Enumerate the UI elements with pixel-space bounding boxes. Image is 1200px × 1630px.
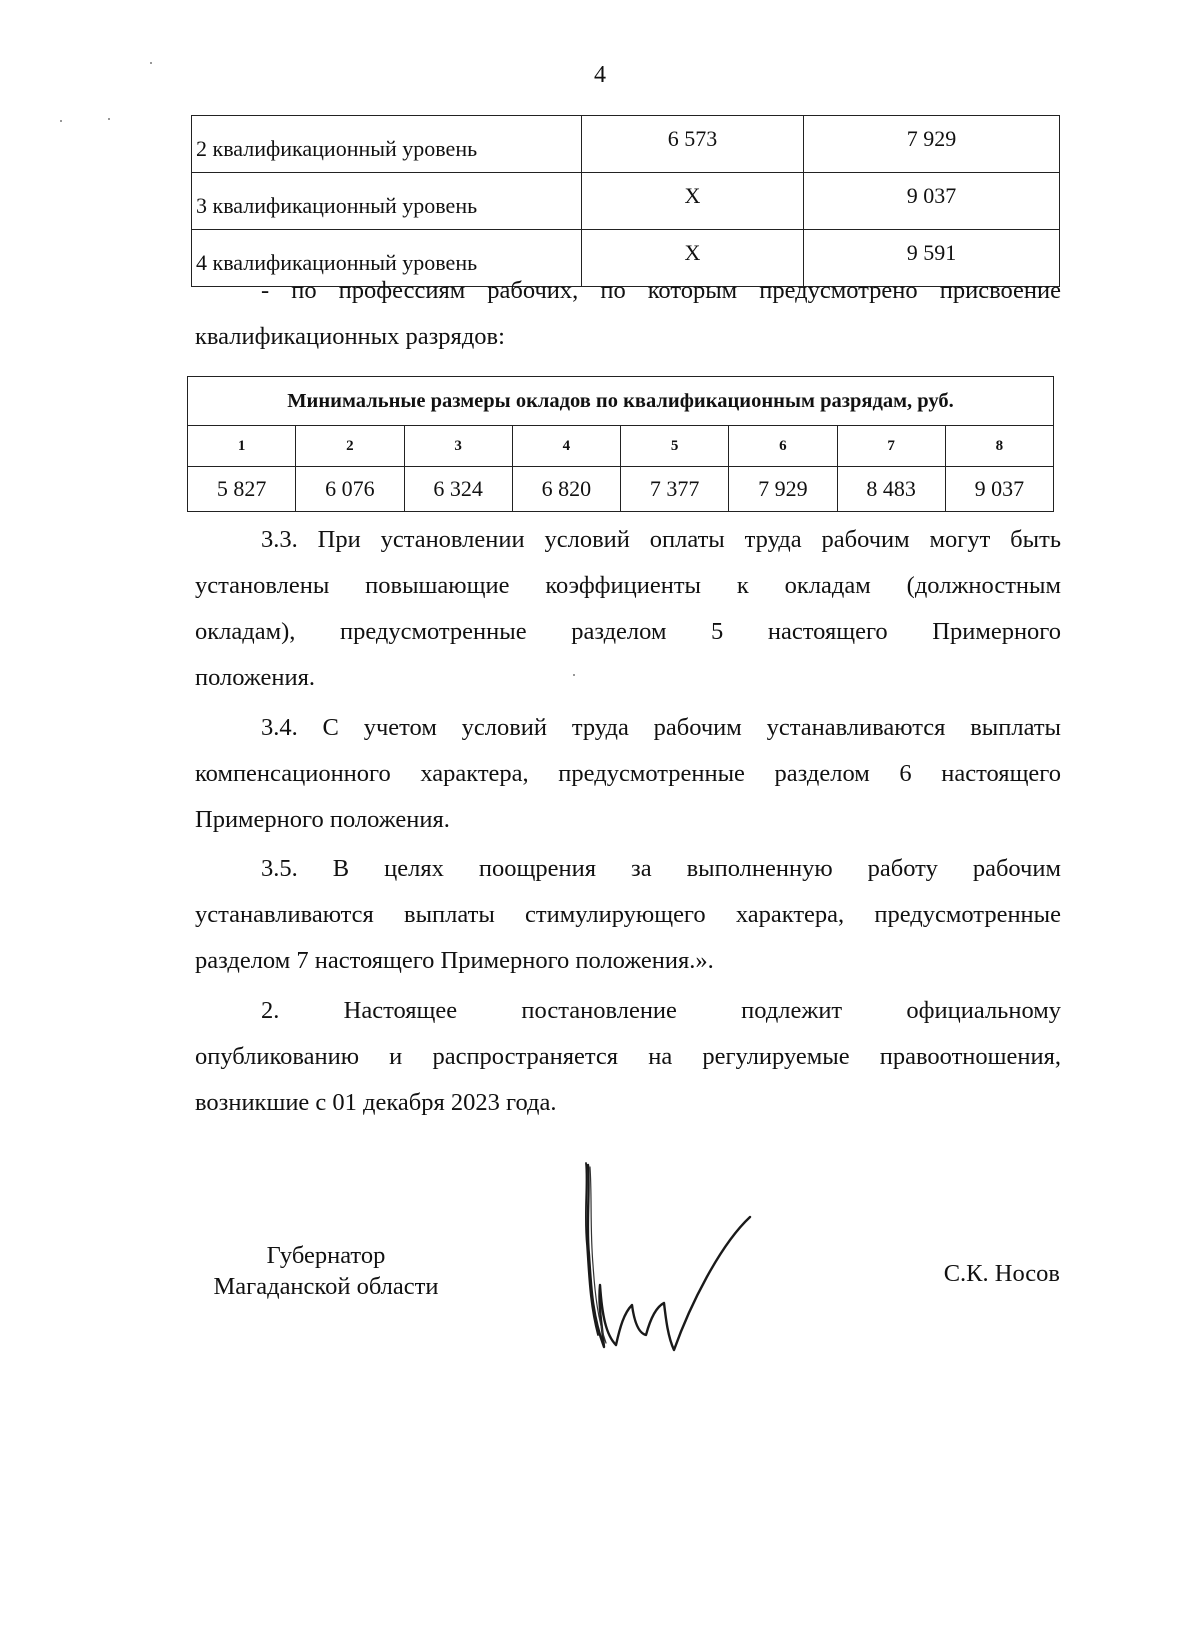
grade-value: 8 483 xyxy=(837,467,945,512)
text-line: установлены повышающие коэффициенты к окладам (должностным xyxy=(195,572,1061,599)
signatory-title-line: Губернатор xyxy=(266,1242,386,1269)
grade-value: 9 037 xyxy=(945,467,1053,512)
qualification-levels-table xyxy=(191,115,1060,287)
grade-value: 6 820 xyxy=(512,467,620,512)
paragraph-2 xyxy=(195,988,1061,1126)
text-line: разделом 7 настоящего Примерного положения.». xyxy=(195,947,714,974)
level-label: 3 квалификационный уровень xyxy=(192,173,582,230)
level-label: 4 квалификационный уровень xyxy=(192,230,582,287)
text-line: окладам), предусмотренные разделом 5 настоящего Примерного xyxy=(195,618,1061,645)
grade-number: 8 xyxy=(945,426,1053,467)
page-number: 4 xyxy=(594,62,606,88)
text-line: Примерного положения. xyxy=(195,806,450,833)
text-line: компенсационного характера, предусмотренные разделом 6 настоящего xyxy=(195,760,1061,787)
text-line: - по профессиям рабочих, по которым предусмотрено присвоение xyxy=(261,277,1061,304)
scan-speck xyxy=(150,62,152,64)
grade-number: 4 xyxy=(512,426,620,467)
grade-value: 7 929 xyxy=(729,467,837,512)
table-caption: Минимальные размеры окладов по квалификационным разрядам, руб. xyxy=(188,377,1054,426)
grade-number: 6 xyxy=(729,426,837,467)
intro-paragraph xyxy=(195,268,1061,360)
handwritten-signature xyxy=(580,1155,780,1355)
text-line: 3.4. С учетом условий труда рабочим устанавливаются выплаты xyxy=(261,714,1061,741)
level-value: 7 929 xyxy=(804,116,1060,173)
table-row xyxy=(192,173,1060,230)
grade-value: 5 827 xyxy=(188,467,296,512)
text-line: 3.5. В целях поощрения за выполненную работу рабочим xyxy=(261,855,1061,882)
paragraph-3-5 xyxy=(195,846,1061,984)
grade-number: 1 xyxy=(188,426,296,467)
scan-speck xyxy=(60,120,62,122)
paragraph-3-3 xyxy=(195,517,1061,701)
text-line: 3.3. При установлении условий оплаты труда рабочим могут быть xyxy=(261,526,1061,553)
scan-speck xyxy=(573,674,575,676)
grade-number: 2 xyxy=(296,426,404,467)
grade-value: 6 324 xyxy=(404,467,512,512)
table-row xyxy=(192,116,1060,173)
table-caption-row xyxy=(188,377,1054,426)
text-line: устанавливаются выплаты стимулирующего характера, предусмотренные xyxy=(195,901,1061,928)
signatory-title-line: Магаданской области xyxy=(213,1273,439,1300)
text-line: квалификационных разрядов: xyxy=(195,323,505,350)
text-line: возникшие с 01 декабря 2023 года. xyxy=(195,1089,557,1116)
grade-value: 6 076 xyxy=(296,467,404,512)
level-value: 6 573 xyxy=(582,116,804,173)
level-value: Х xyxy=(582,173,804,230)
grade-number-row xyxy=(188,426,1054,467)
scan-speck xyxy=(108,118,110,120)
level-value: 9 037 xyxy=(804,173,1060,230)
grade-number: 3 xyxy=(404,426,512,467)
text-line: 2. Настоящее постановление подлежит официальному xyxy=(261,997,1061,1024)
level-value: 9 591 xyxy=(804,230,1060,287)
text-line: положения. xyxy=(195,664,315,691)
level-label: 2 квалификационный уровень xyxy=(192,116,582,173)
signatory-name: С.К. Носов xyxy=(943,1260,1060,1287)
grades-table xyxy=(187,376,1054,512)
grade-number: 7 xyxy=(837,426,945,467)
grade-number: 5 xyxy=(621,426,729,467)
grade-value-row xyxy=(188,467,1054,512)
signatory-title xyxy=(196,1240,456,1302)
level-value: Х xyxy=(582,230,804,287)
grade-value: 7 377 xyxy=(621,467,729,512)
paragraph-3-4 xyxy=(195,705,1061,843)
text-line: опубликованию и распространяется на регулируемые правоотношения, xyxy=(195,1043,1061,1070)
